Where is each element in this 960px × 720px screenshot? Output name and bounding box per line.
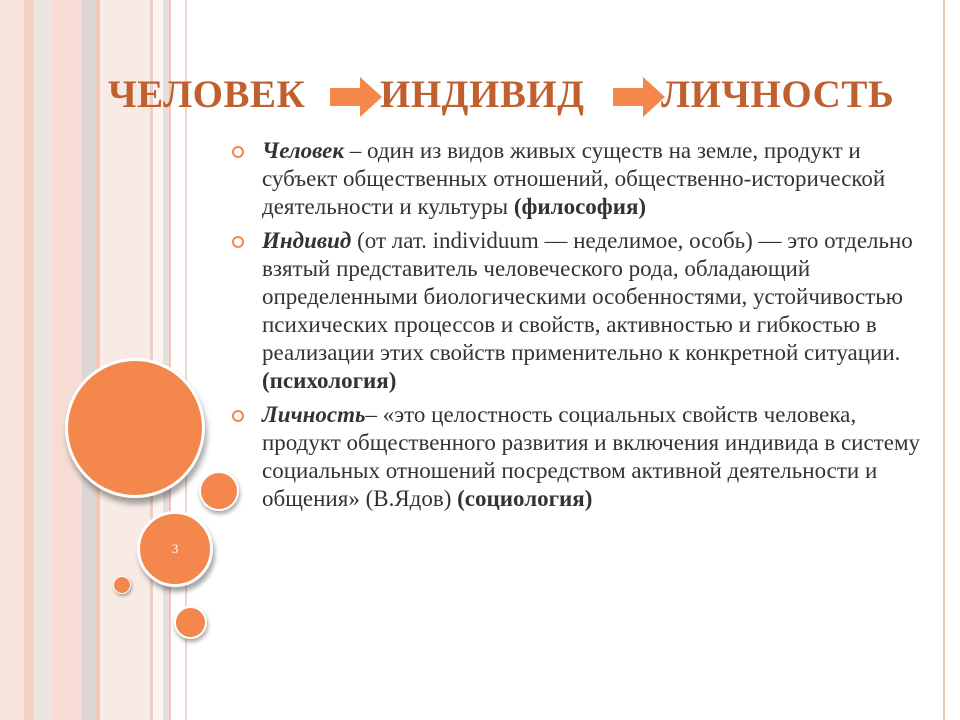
- discipline-label: (психология): [262, 368, 397, 393]
- definition-text: – один из видов живых существ на земле, продукт и субъект общественных отношений, общественно-исторической деятельности и культуры: [262, 138, 886, 219]
- bullet-circle-icon: [232, 146, 244, 158]
- bullet-circle-icon: [232, 410, 244, 422]
- arrow-right-icon: [330, 77, 382, 117]
- bullet-circle-icon: [232, 236, 244, 248]
- term: Личность: [262, 402, 366, 427]
- definition-text: (от лат. individuum — неделимое, особь) — это отдельно взятый представитель человеческого рода, обладающий определенными биологическими особенностями, устойчивостью психических процессов и свойств, активностью и гибкостью в реализации этих свойств применительно к конкретной ситуации.: [262, 228, 913, 365]
- title-word-individual: ИНДИВИД: [380, 73, 585, 116]
- large-orange-circle: [65, 358, 205, 498]
- definition-item-individual: [232, 227, 922, 395]
- title-word-personality: ЛИЧНОСТЬ: [661, 73, 895, 116]
- slide-number: 3: [171, 541, 179, 556]
- slide-title: [108, 72, 948, 122]
- definition-item-personality: [232, 401, 922, 513]
- bottom-orange-circle: [174, 606, 207, 639]
- discipline-label: (социология): [457, 486, 593, 511]
- arrow-right-icon: [613, 77, 665, 117]
- term: Индивид: [262, 228, 352, 253]
- term: Человек: [262, 138, 345, 163]
- definitions-list: [232, 137, 922, 519]
- definition-text: – «это целостность социальных свойств человека, продукт общественного развития и включения индивида в систему социальных отношений посредством активной деятельности и общения» (В.Ядов): [262, 402, 920, 511]
- small-orange-circle: [113, 576, 131, 594]
- slide-number-circle: [137, 511, 213, 587]
- definition-item-human: [232, 137, 922, 221]
- title-word-human: ЧЕЛОВЕК: [108, 73, 306, 116]
- discipline-label: (философия): [513, 194, 647, 219]
